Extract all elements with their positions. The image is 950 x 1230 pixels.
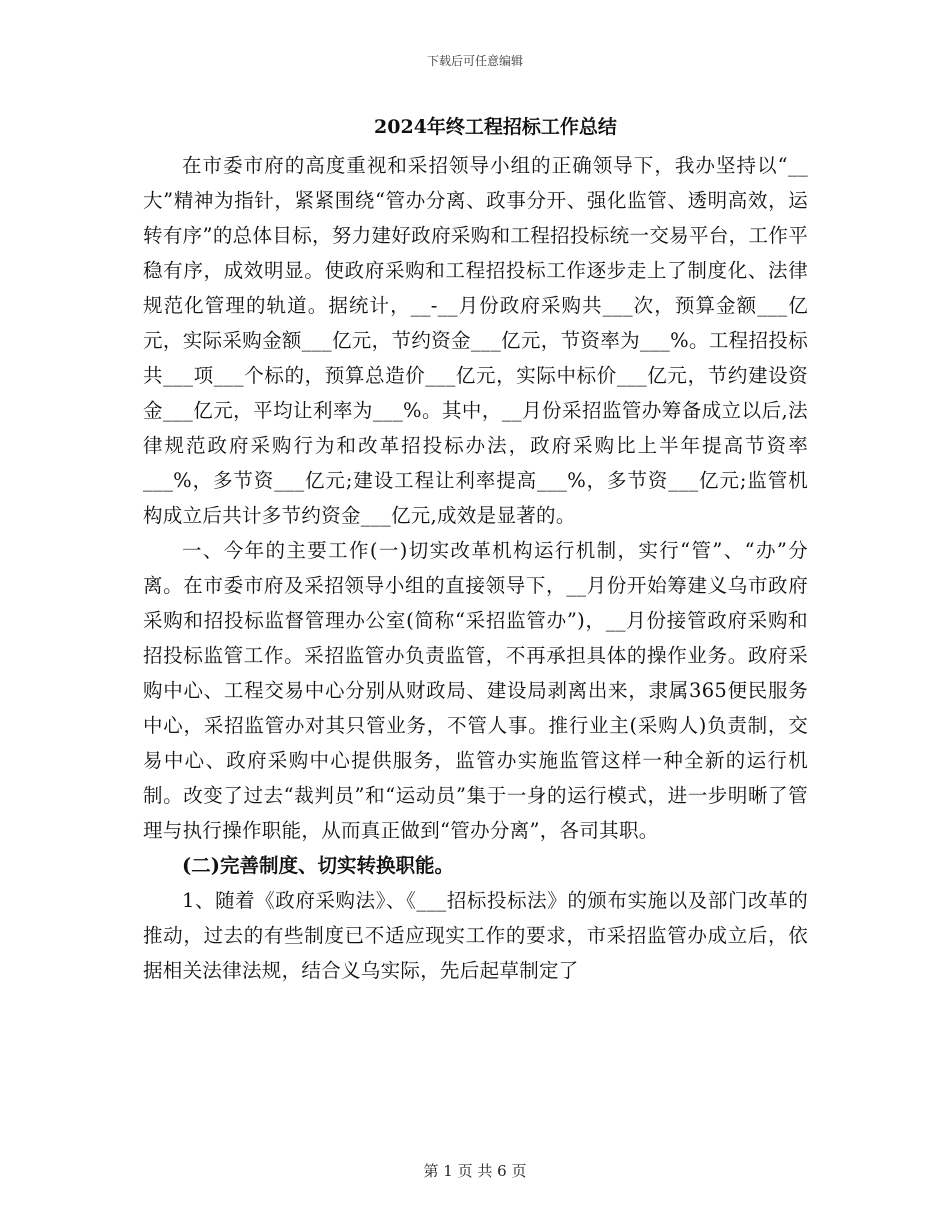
document-title: 2024年终工程招标工作总结 — [374, 116, 617, 138]
document-body — [143, 112, 808, 988]
paragraph-intro: 在市委市府的高度重视和采招领导小组的正确领导下，我办坚持以“__大”精神为指针，紧紧围绕“管办分离、政事分开、强化监管、透明高效，运转有序”的总体目标，努力建好政府采购和工程招投标统一交易平台，工作平稳有序，成效明显。使政府采购和工程招投标工作逐步走上了制度化、法律规范化管理的轨道。据统计，__-__月份政府采购共___次，预算金额___亿元，实际采购金额___亿元，节约资金___亿元，节资率为___%。工程招投标共___项___个标的，预算总造价___亿元，实际中标价___亿元，节约建设资金___亿元，平均让利率为___%。其中，__月份采招监管办筹备成立以后,法律规范政府采购行为和改革招投标办法，政府采购比上半年提高节资率___%，多节资___亿元;建设工程让利率提高___%，多节资___亿元;监管机构成立后共计多节约资金___亿元,成效是显著的。 — [143, 154, 808, 527]
paragraph-main-work: 一、今年的主要工作(一)切实改革机构运行机制，实行“管”、“办”分离。在市委市府及采招领导小组的直接领导下，__月份开始筹建义乌市政府采购和招投标监督管理办公室(简称“采招监管办”)，__月份接管政府采购和招投标监管工作。采招监管办负责监管，不再承担具体的操作业务。政府采购中心、工程交易中心分别从财政局、建设局剥离出来，隶属365便民服务中心，采招监管办对其只管业务，不管人事。推行业主(采购人)负责制，交易中心、政府采购中心提供服务，监管办实施监管这样一种全新的运行机制。改变了过去“裁判员”和“运动员”集于一身的运行模式，进一步明晰了管理与执行操作职能，从而真正做到“管办分离”，各司其职。 — [143, 539, 808, 842]
page-number: 第 1 页 共 6 页 — [423, 1162, 527, 1180]
section-subheading: (二)完善制度、切实转换职能。 — [182, 854, 454, 877]
paragraph-regulations: 1、随着《政府采购法》、《___招标投标法》的颁布实施以及部门改革的推动，过去的有些制度已不适应现实工作的要求，市采招监管办成立后，依据相关法律法规，结合义乌实际，先后起草制定了 — [143, 889, 808, 982]
page-header-note: 下载后可任意编辑 — [426, 54, 523, 68]
